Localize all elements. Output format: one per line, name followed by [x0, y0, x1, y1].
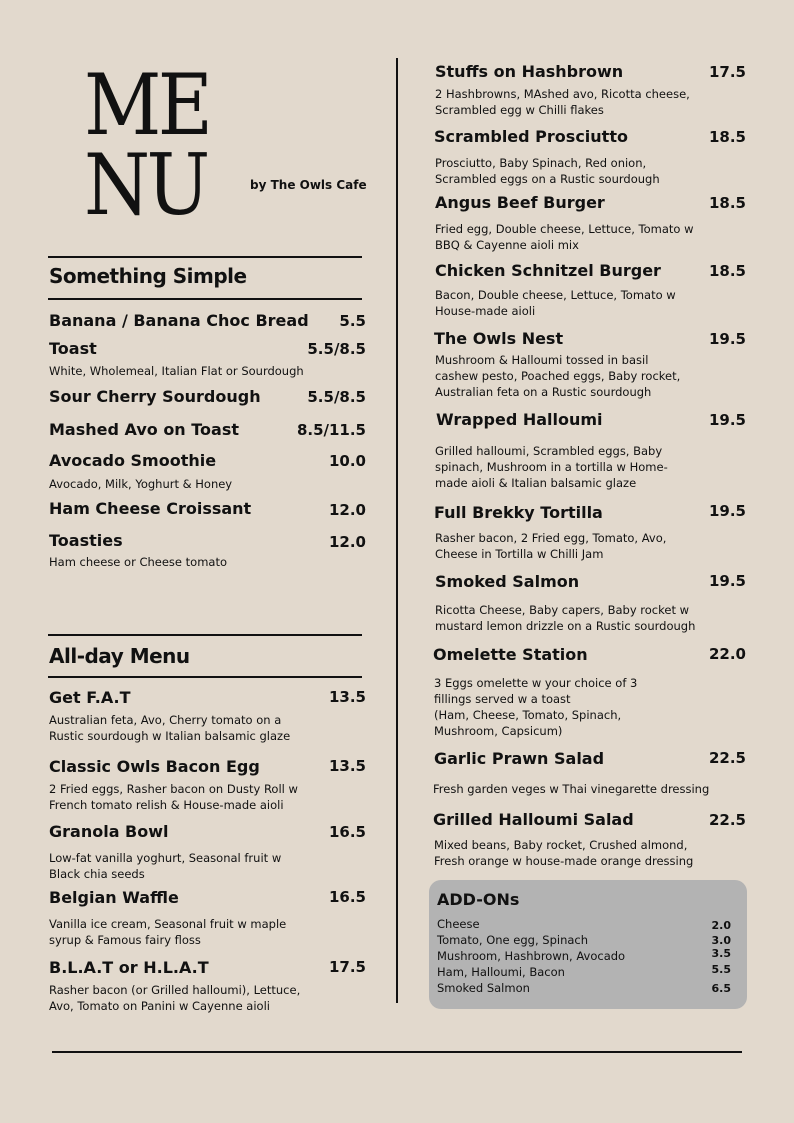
menu-item-desc: Rasher bacon (or Grilled halloumi), Lettuce, Avo, Tomato on Panini w Cayenne aioli [49, 983, 301, 1013]
menu-item-name: Classic Owls Bacon Egg [49, 757, 260, 776]
menu-item-price: 13.5 [328, 688, 366, 706]
menu-item-price: 17.5 [328, 958, 366, 976]
menu-item-desc: White, Wholemeal, Italian Flat or Sourdough [49, 364, 304, 378]
menu-item-desc: Vanilla ice cream, Seasonal fruit w maple syrup & Famous fairy floss [49, 917, 287, 947]
menu-item-price: 5.5 [339, 312, 366, 330]
menu-item-desc: Avocado, Milk, Yoghurt & Honey [49, 477, 233, 491]
menu-item-name: Grilled Halloumi Salad [433, 810, 634, 829]
addon-name: Smoked Salmon [437, 981, 530, 995]
menu-item-name: Get F.A.T [49, 688, 131, 707]
menu-item-price: 10.0 [328, 452, 366, 470]
menu-item-name: Wrapped Halloumi [436, 410, 603, 429]
menu-item-name: Banana / Banana Choc Bread [49, 311, 309, 330]
menu-item-name: Chicken Schnitzel Burger [435, 261, 661, 280]
addon-name: Mushroom, Hashbrown, Avocado [437, 949, 626, 963]
menu-item-name: Ham Cheese Croissant [49, 499, 252, 518]
addon-row [437, 933, 737, 947]
menu-item-desc: Australian feta, Avo, Cherry tomato on a Rustic sourdough w Italian balsamic glaze [49, 713, 291, 743]
menu-item-desc: 3 Eggs omelette w your choice of 3 fillings served w a toast (Ham, Cheese, Tomato, Spinach, Mushroom, Capsicum) [434, 676, 638, 738]
addon-row [437, 965, 737, 979]
addon-name: Tomato, One egg, Spinach [437, 933, 589, 947]
addon-row [437, 949, 737, 963]
addon-name: Ham, Halloumi, Bacon [437, 965, 565, 979]
menu-item-desc: Low-fat vanilla yoghurt, Seasonal fruit w Black chia seeds [49, 851, 282, 881]
column-divider [396, 58, 398, 1003]
menu-item-name: Granola Bowl [49, 822, 169, 841]
menu-item-name: The Owls Nest [434, 329, 564, 348]
menu-item-desc: Mushroom & Halloumi tossed in basil cashew pesto, Poached eggs, Baby rocket, Australian feta on a Rustic sourdough [435, 353, 681, 399]
menu-item-name: Avocado Smoothie [49, 451, 217, 470]
addon-row [437, 981, 737, 995]
menu-item-price: 17.5 [708, 63, 746, 81]
menu-item-desc: Rasher bacon, 2 Fried egg, Tomato, Avo, Cheese in Tortilla w Chilli Jam [435, 531, 667, 561]
menu-item-price: 18.5 [708, 262, 746, 280]
menu-item-desc: 2 Hashbrowns, MAshed avo, Ricotta cheese, Scrambled egg w Chilli flakes [435, 87, 690, 117]
addon-price: 3.0 [711, 934, 731, 947]
addon-price: 2.0 [711, 919, 731, 932]
addons-title: ADD-ONs [437, 890, 520, 909]
section-rule [48, 634, 362, 636]
menu-item-name: Smoked Salmon [435, 572, 580, 591]
menu-item-name: B.L.A.T or H.L.A.T [49, 958, 209, 977]
menu-item-name: Belgian Waffle [49, 888, 179, 907]
menu-item-name: Garlic Prawn Salad [434, 749, 605, 768]
menu-item-price: 22.5 [708, 811, 746, 829]
menu-item-desc: Mixed beans, Baby rocket, Crushed almond, Fresh orange w house-made orange dressing [434, 838, 694, 868]
menu-item-name: Mashed Avo on Toast [49, 420, 240, 439]
section-title-something-simple: Something Simple [49, 264, 247, 288]
menu-item-desc: Ricotta Cheese, Baby capers, Baby rocket w mustard lemon drizzle on a Rustic sourdough [435, 603, 696, 633]
menu-item-name: Omelette Station [433, 645, 588, 664]
menu-item-price: 5.5/8.5 [307, 388, 366, 406]
menu-item-name: Full Brekky Tortilla [434, 503, 603, 522]
menu-item-price: 12.0 [328, 533, 366, 551]
addon-name: Cheese [437, 917, 480, 931]
menu-item-price: 19.5 [708, 330, 746, 348]
menu-item-price: 13.5 [328, 757, 366, 775]
menu-item-price: 19.5 [708, 572, 746, 590]
menu-item-name: Toasties [49, 531, 123, 550]
section-rule [48, 298, 362, 300]
menu-item-name: Sour Cherry Sourdough [49, 387, 261, 406]
menu-item-price: 18.5 [708, 194, 746, 212]
menu-item-price: 18.5 [708, 128, 746, 146]
bottom-rule [52, 1051, 742, 1053]
menu-item-price: 16.5 [328, 888, 366, 906]
addon-price: 6.5 [711, 982, 731, 995]
logo-line-1: ME [84, 56, 210, 154]
menu-item-price: 12.0 [328, 501, 366, 519]
menu-item-desc: Grilled halloumi, Scrambled eggs, Baby spinach, Mushroom in a tortilla w Home- made aioli & Italian balsamic glaze [435, 444, 668, 490]
addons-panel [429, 880, 747, 1009]
menu-logo [84, 56, 210, 234]
section-rule [48, 676, 362, 678]
cafe-byline: by The Owls Cafe [250, 178, 367, 192]
addon-price: 3.5 [711, 947, 731, 960]
menu-item-price: 19.5 [708, 411, 746, 429]
menu-item-desc: Ham cheese or Cheese tomato [49, 555, 227, 569]
section-title-all-day-menu: All-day Menu [49, 644, 190, 668]
menu-item-desc: Fresh garden veges w Thai vinegarette dressing [433, 782, 710, 796]
menu-item-name: Angus Beef Burger [435, 193, 605, 212]
menu-item-name: Scrambled Prosciutto [434, 127, 628, 146]
menu-item-price: 8.5/11.5 [296, 421, 366, 439]
menu-item-price: 16.5 [328, 823, 366, 841]
logo-line-2: NU [84, 136, 207, 234]
menu-item-desc: Prosciutto, Baby Spinach, Red onion, Scrambled eggs on a Rustic sourdough [435, 156, 660, 186]
menu-item-name: Stuffs on Hashbrown [435, 62, 624, 81]
menu-item-desc: Bacon, Double cheese, Lettuce, Tomato w House-made aioli [435, 288, 676, 318]
menu-item-name: Toast [49, 339, 97, 358]
section-rule [48, 256, 362, 258]
addon-price: 5.5 [711, 963, 731, 976]
menu-item-price: 19.5 [708, 502, 746, 520]
menu-item-desc: 2 Fried eggs, Rasher bacon on Dusty Roll w French tomato relish & House-made aioli [49, 782, 298, 812]
addon-row [437, 917, 737, 931]
menu-item-price: 22.0 [708, 645, 746, 663]
menu-item-price: 5.5/8.5 [307, 340, 366, 358]
menu-item-desc: Fried egg, Double cheese, Lettuce, Tomato w BBQ & Cayenne aioli mix [435, 222, 694, 252]
menu-item-price: 22.5 [708, 749, 746, 767]
